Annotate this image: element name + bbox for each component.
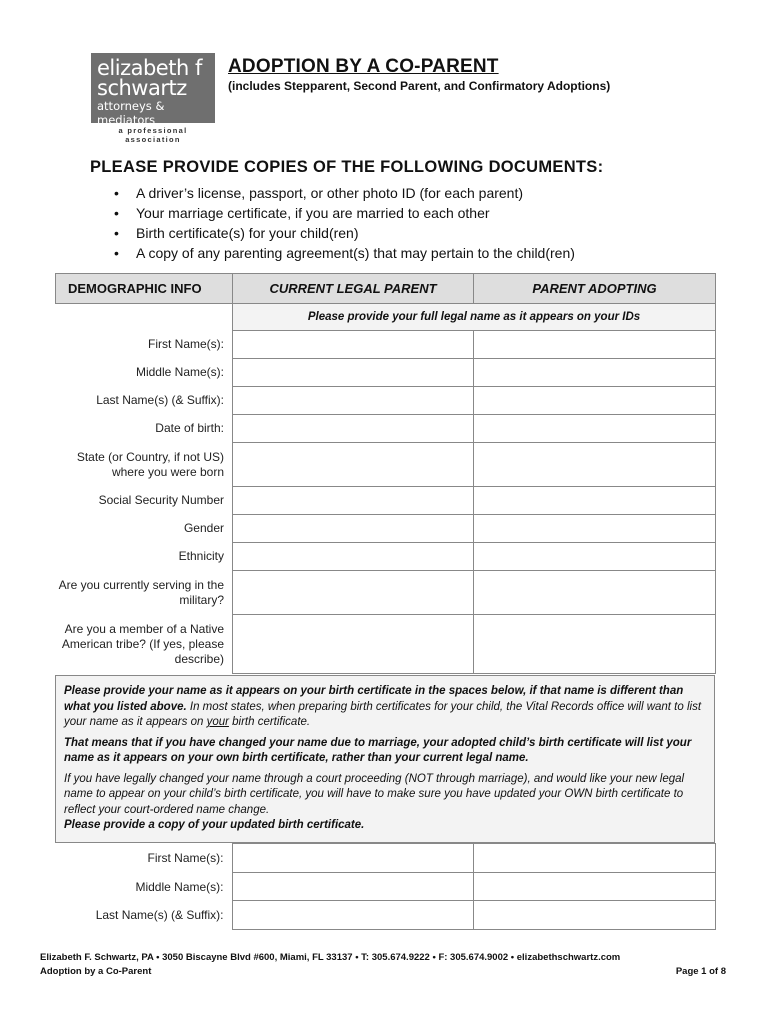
adopting-parent-birth-middle-name-field[interactable]: [473, 873, 715, 901]
table-row: [56, 443, 716, 487]
list-item: • A driver’s license, passport, or other photo ID (for each parent): [114, 183, 575, 203]
footer-page-number: Page 1 of 8: [675, 966, 726, 977]
col-current-legal-parent: CURRENT LEGAL PARENT: [233, 274, 474, 304]
footer-document-name: Adoption by a Co-Parent: [40, 966, 152, 977]
table-row: [56, 515, 716, 543]
table-row: [56, 331, 716, 359]
adopting-parent-last-name-field[interactable]: [474, 387, 716, 415]
logo-line-1: elizabeth f: [97, 56, 202, 80]
note-p1-rest: In most states, when preparing birth certificates for your child, the Vital Records office will want to list your name as it appears on: [64, 700, 702, 728]
table-row: [55, 873, 715, 901]
note-paragraph-1: [64, 684, 704, 731]
current-parent-military-field[interactable]: [233, 571, 474, 615]
current-parent-tribe-field[interactable]: [233, 615, 474, 674]
table-row: [55, 844, 715, 873]
table-subheader-row: [56, 304, 716, 331]
birth-certificate-name-table: [55, 843, 716, 930]
footer-contact-row: [40, 951, 726, 965]
current-parent-ethnicity-field[interactable]: [233, 543, 474, 571]
note-paragraph-2: That means that if you have changed your name due to marriage, your adopted child’s birth certificate will list your name as it appears on your own birth certificate, rather than your current legal name.: [64, 736, 692, 764]
document-subtitle: (includes Stepparent, Second Parent, and Confirmatory Adoptions): [228, 79, 611, 93]
adopting-parent-first-name-field[interactable]: [474, 331, 716, 359]
legal-name-instruction: Please provide your full legal name as it appears on your IDs: [233, 304, 716, 331]
table-row: [56, 359, 716, 387]
current-parent-birth-first-name-field[interactable]: [232, 844, 473, 873]
row-label: State (or Country, if not US) where you were born: [76, 449, 224, 479]
adopting-parent-birth-last-name-field[interactable]: [473, 901, 715, 930]
current-parent-birth-middle-name-field[interactable]: [232, 873, 473, 901]
row-label: Are you currently serving in the military?: [58, 577, 224, 607]
current-parent-gender-field[interactable]: [233, 515, 474, 543]
row-label: Middle Name(s):: [135, 365, 224, 379]
adopting-parent-ethnicity-field[interactable]: [474, 543, 716, 571]
adopting-parent-birthplace-field[interactable]: [474, 443, 716, 487]
demographic-table: [55, 273, 716, 674]
note-paragraph-3: [64, 772, 704, 834]
adopting-parent-gender-field[interactable]: [474, 515, 716, 543]
table-row: [56, 387, 716, 415]
adopting-parent-dob-field[interactable]: [474, 415, 716, 443]
note-p1-underlined: your: [206, 716, 229, 728]
row-label: First Name(s):: [147, 851, 224, 865]
birth-certificate-note: [55, 675, 715, 843]
row-label: Date of birth:: [155, 421, 224, 435]
documents-heading: PLEASE PROVIDE COPIES OF THE FOLLOWING DOCUMENTS:: [90, 158, 604, 176]
table-row: [55, 901, 715, 930]
current-parent-middle-name-field[interactable]: [233, 359, 474, 387]
note-p1-bold: Please provide your name as it appears on your birth certificate in the spaces below, if that name is different than what you listed above.: [64, 685, 684, 713]
row-label: Gender: [183, 521, 224, 535]
documents-list: [114, 183, 575, 263]
list-item: • Birth certificate(s) for your child(ren): [114, 223, 575, 243]
row-label: Middle Name(s):: [135, 879, 224, 894]
adopting-parent-birth-first-name-field[interactable]: [473, 844, 715, 873]
table-row: [56, 543, 716, 571]
current-parent-last-name-field[interactable]: [233, 387, 474, 415]
adopting-parent-ssn-field[interactable]: [474, 487, 716, 515]
row-label: Ethnicity: [178, 549, 224, 563]
list-item: • A copy of any parenting agreement(s) that may pertain to the child(ren): [114, 243, 575, 263]
current-parent-birth-last-name-field[interactable]: [232, 901, 473, 930]
logo-box: [91, 53, 215, 127]
note-p3-bold: Please provide a copy of your updated birth certificate.: [64, 819, 365, 831]
footer-contact: Elizabeth F. Schwartz, PA • 3050 Biscayne Blvd #600, Miami, FL 33137 • T: 305.674.9222 • F: 305.674.9002 • elizabethschwartz.com: [40, 952, 621, 963]
current-parent-ssn-field[interactable]: [233, 487, 474, 515]
row-label: First Name(s):: [148, 337, 224, 351]
row-label: Are you a member of a Native American tribe? (If yes, please describe): [61, 621, 224, 666]
note-p1-end: birth certificate.: [228, 716, 311, 728]
row-label: Social Security Number: [98, 493, 224, 507]
col-parent-adopting: PARENT ADOPTING: [474, 274, 716, 304]
table-row: [56, 487, 716, 515]
table-header-row: [56, 274, 716, 304]
table-row: [56, 415, 716, 443]
firm-logo: [91, 53, 215, 144]
table-row: [56, 571, 716, 615]
adopting-parent-middle-name-field[interactable]: [474, 359, 716, 387]
list-item: • Your marriage certificate, if you are married to each other: [114, 203, 575, 223]
table-row: [56, 615, 716, 674]
adopting-parent-tribe-field[interactable]: [474, 615, 716, 674]
adopting-parent-military-field[interactable]: [474, 571, 716, 615]
current-parent-first-name-field[interactable]: [233, 331, 474, 359]
logo-line-3: attorneys & mediators: [97, 99, 165, 127]
logo-line-2: schwartz: [97, 76, 187, 100]
row-label: Last Name(s) (& Suffix):: [96, 393, 224, 407]
current-parent-dob-field[interactable]: [233, 415, 474, 443]
page-footer: [40, 951, 726, 979]
col-demographic-info: DEMOGRAPHIC INFO: [56, 274, 233, 304]
note-p3: If you have legally changed your name through a court proceeding (NOT through marriage), and would like your new legal name to appear on your child’s birth certificate, you will have to make sure you have updated your OWN birth certificate to reflect your court-ordered name change.: [64, 772, 685, 816]
row-label: Last Name(s) (& Suffix):: [95, 908, 224, 922]
current-parent-birthplace-field[interactable]: [233, 443, 474, 487]
footer-meta-row: [40, 965, 726, 979]
logo-tagline: a professional association: [118, 126, 188, 144]
document-title: ADOPTION BY A CO-PARENT: [228, 56, 499, 77]
